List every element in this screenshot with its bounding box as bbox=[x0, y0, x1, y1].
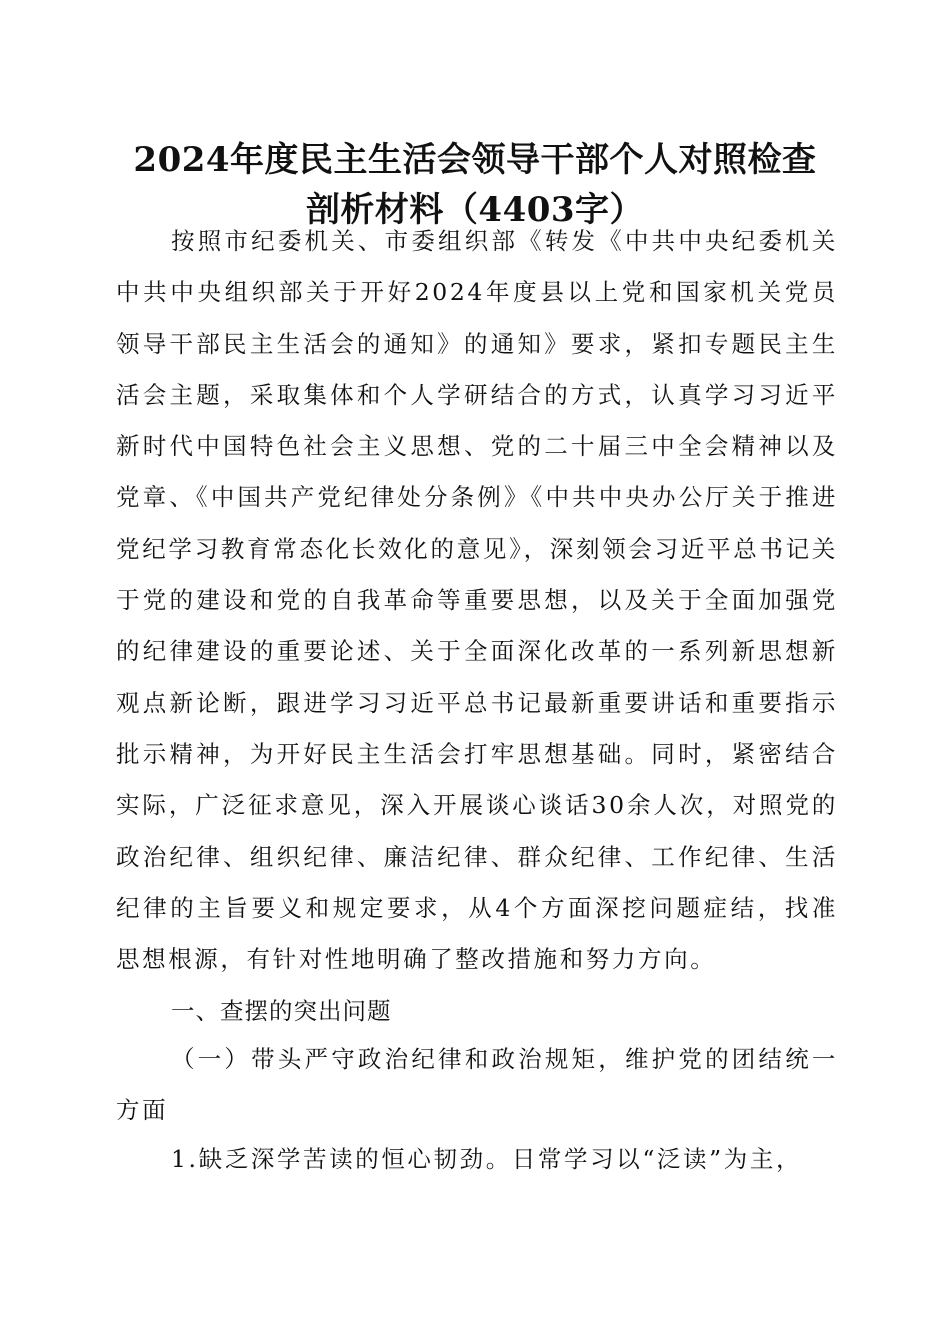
document-title-line-1: 2024年度民主生活会领导干部个人对照检查 bbox=[133, 140, 817, 180]
intro-paragraph: 按照市纪委机关、市委组织部《转发《中共中央纪委机关中共中央组织部关于开好2024年度县以上党和国家机关党员领导干部民主生活会的通知》的通知》要求，紧扣专题民主生活会主题，采取集体和个人学研结合的方式，认真学习习近平新时代中国特色社会主义思想、党的二十届三中全会精神以及党章、《中国共产党纪律处分条例》《中共中央办公厅关于推进党纪学习教育常态化长效化的意见》，深刻领会习近平总书记关于党的建设和党的自我革命等重要思想，以及关于全面加强党的纪律建设的重要论述、关于全面深化改革的一系列新思想新观点新论断，跟进学习习近平总书记最新重要讲话和重要指示批示精神，为开好民主生活会打牢思想基础。同时，紧密结合实际，广泛征求意见，深入开展谈心谈话30余人次，对照党的政治纪律、组织纪律、廉洁纪律、群众纪律、工作纪律、生活纪律的主旨要义和规定要求，从4个方面深挖问题症结，找准思想根源，有针对性地明确了整改措施和努力方向。 bbox=[116, 227, 838, 974]
section-heading: 一、查摆的突出问题 bbox=[171, 997, 392, 1025]
item-paragraph: 1.缺乏深学苦读的恒心韧劲。日常学习以“泛读”为主， bbox=[171, 1145, 803, 1173]
document-title-line-2: 剖析材料（4403字） bbox=[305, 190, 645, 230]
subsection-heading: （一）带头严守政治纪律和政治规矩，维护党的团结统一方面 bbox=[116, 1045, 838, 1125]
